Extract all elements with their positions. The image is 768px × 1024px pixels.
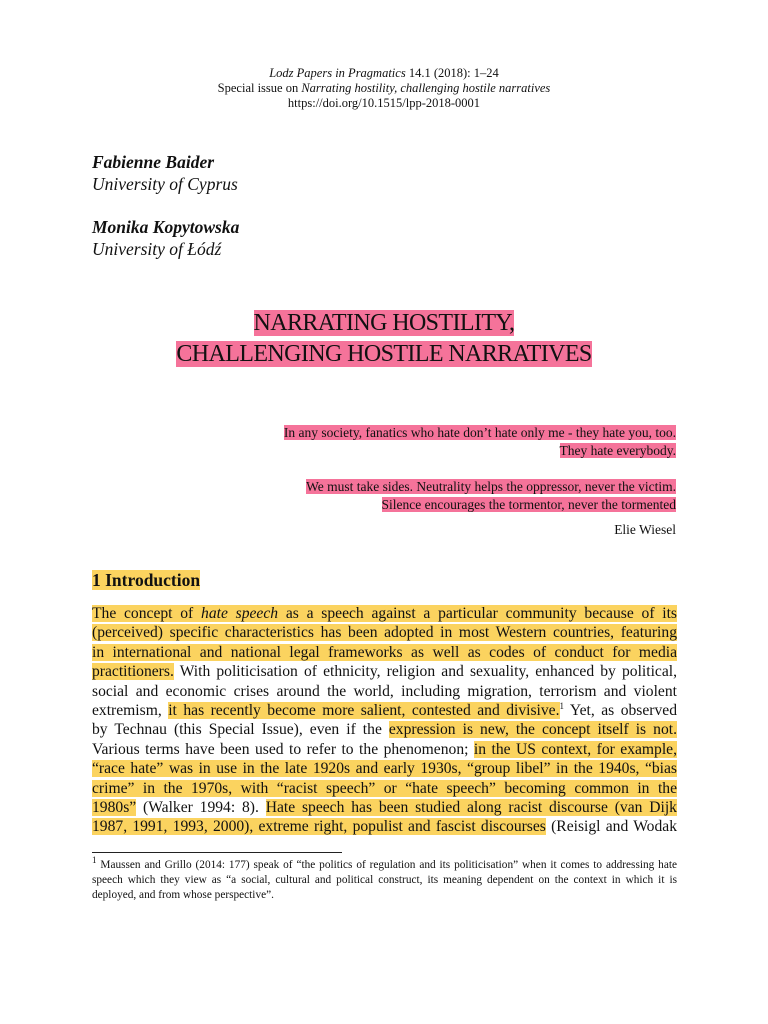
text-run: “race hate” was in use in the late 1920s and early 1930s, “group libel” in the 1940s, “bias — [92, 760, 677, 778]
text-run: The concept of — [92, 605, 202, 622]
epigraph-line: In any society, fanatics who hate don’t hate only me - they hate you, too. — [283, 425, 676, 440]
footnote — [92, 855, 677, 903]
text-run: (Reisigl and Wodak — [545, 818, 677, 836]
text-run: 1987, 1991, 1993, 2000), extreme right, populist and fascist discourses — [92, 818, 546, 836]
body-line — [92, 623, 677, 642]
body-line — [92, 759, 677, 778]
body-line — [92, 720, 677, 739]
body-paragraph — [92, 604, 677, 837]
body-line — [92, 701, 677, 720]
title-line-1: NARRATING HOSTILITY, — [253, 310, 515, 336]
term-hate-speech: hate speech — [201, 605, 279, 622]
special-issue-prefix: Special issue on — [217, 81, 302, 95]
text-run: in the US context, for example, — [473, 740, 677, 758]
special-issue-title: Narrating hostility, challenging hostile narratives — [301, 81, 551, 95]
text-run: Yet, as observed — [564, 702, 678, 720]
footnote-divider — [92, 852, 342, 853]
text-run: 1980s” — [92, 799, 137, 817]
author-name: Fabienne Baider — [92, 152, 215, 172]
epigraph-attribution: Elie Wiesel — [614, 522, 676, 537]
body-line — [92, 682, 677, 701]
footnote-marker: 1 — [92, 855, 97, 866]
text-run: it has recently become more salient, contested and divisive. — [168, 702, 560, 720]
footnote-text: Maussen and Grillo (2014: 177) speak of “the politics of regulation and its politicisation” when it comes to addressing hate speech which they view as “a social, cultural and political construct, its meaning dependent on the context in which it is deployed, and from whose perspective”. — [92, 859, 677, 901]
text-run: Various terms have been used to refer to the phenomenon; — [92, 740, 474, 758]
author-affiliation: University of Łódź — [92, 239, 222, 259]
body-line — [92, 740, 677, 759]
section-heading — [92, 570, 200, 591]
journal-volume: 14.1 (2018): 1–24 — [408, 66, 499, 80]
epigraph — [284, 424, 676, 514]
body-line — [92, 779, 677, 798]
body-line — [92, 643, 677, 662]
title-line-2: CHALLENGING HOSTILE NARRATIVES — [176, 341, 592, 367]
body-line — [92, 817, 677, 836]
special-issue-line — [0, 81, 768, 96]
epigraph-line: We must take sides. Neutrality helps the oppressor, never the victim. — [306, 479, 676, 494]
journal-name: Lodz Papers in Pragmatics — [269, 66, 406, 80]
author-name: Monika Kopytowska — [92, 217, 240, 237]
text-run: With politicisation of ethnicity, religion and sexuality, enhanced by political, — [173, 663, 677, 681]
text-run: extremism, — [92, 702, 169, 720]
text-run: practitioners. — [92, 663, 174, 681]
text-run: (perceived) specific characteristics has been adopted in most Western countries, featuring — [92, 624, 677, 642]
journal-citation — [0, 66, 768, 81]
body-line — [92, 604, 677, 623]
section-heading-text: 1 Introduction — [92, 570, 201, 590]
paper-title — [0, 308, 768, 370]
author-affiliation: University of Cyprus — [92, 174, 238, 194]
text-run: by Technau (this Special Issue), even if the — [92, 721, 389, 739]
text-run: in international and national legal frameworks as well as codes of conduct for media — [92, 643, 677, 661]
text-run: expression is new, the concept itself is not. — [388, 721, 677, 739]
body-line — [92, 798, 677, 817]
doi-link[interactable]: https://doi.org/10.1515/lpp-2018-0001 — [287, 96, 481, 110]
text-run: Hate speech has been studied along racist discourse (van Dijk — [265, 799, 677, 817]
author-block-1 — [92, 151, 238, 195]
text-run: social and economic crises around the world, including migration, terrorism and violent — [92, 682, 677, 700]
footnote-ref[interactable]: 1 — [559, 700, 565, 711]
body-line — [92, 662, 677, 681]
text-run: as a speech against a particular community because of its — [278, 605, 678, 622]
epigraph-line: They hate everybody. — [559, 443, 676, 458]
epigraph-line: Silence encourages the tormentor, never the tormented — [381, 497, 676, 512]
author-block-2 — [92, 216, 239, 260]
text-run: crime” in the 1970s, with “racist speech” or “hate speech” becoming common in the — [92, 779, 677, 797]
journal-header — [0, 66, 768, 111]
text-run: (Walker 1994: 8). — [136, 799, 266, 817]
